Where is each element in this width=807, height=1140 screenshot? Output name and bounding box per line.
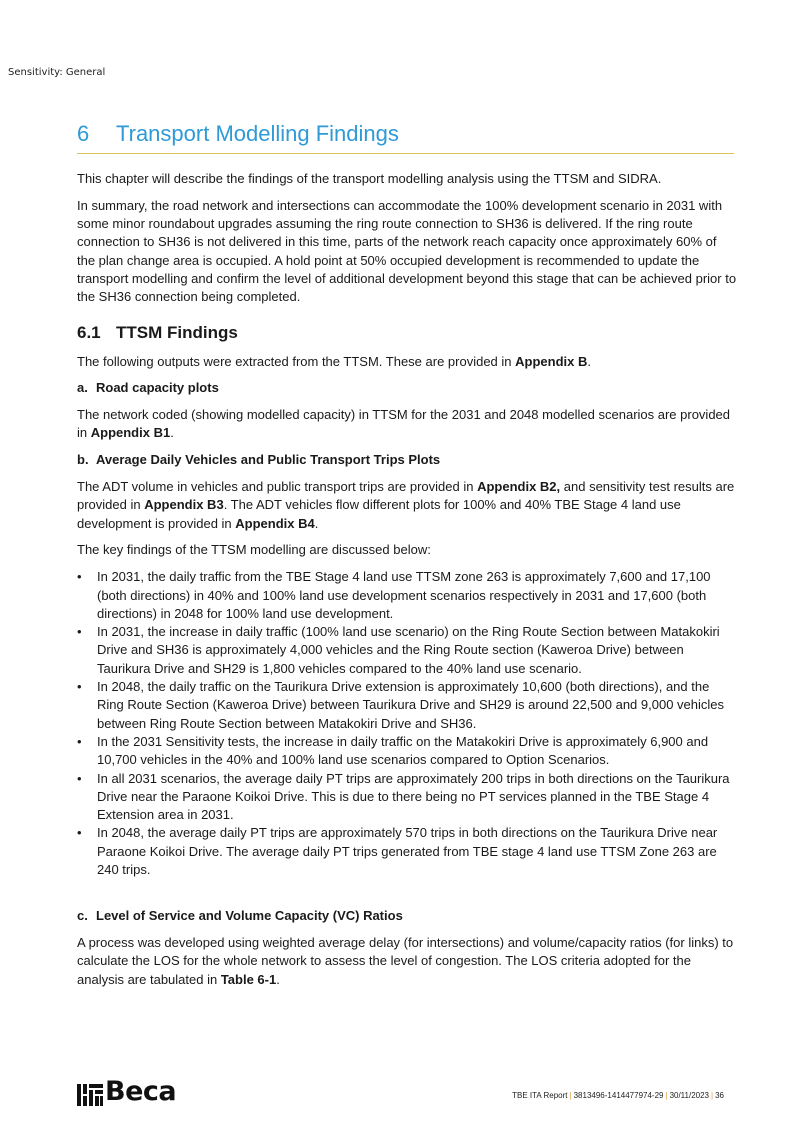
- chapter-heading: [77, 121, 734, 154]
- appendix-ref: Appendix B4: [235, 515, 315, 531]
- subheading-c: [77, 907, 737, 925]
- text-run: The following outputs were extracted from the TTSM. These are provided in: [77, 353, 516, 369]
- subheading-a: [77, 379, 737, 397]
- text-run: .: [276, 971, 280, 987]
- subheading-title: Level of Service and Volume Capacity (VC) Ratios: [96, 908, 403, 924]
- list-item: • In 2048, the average daily PT trips are approximately 570 trips in both directions on the Taurikura Drive near Paraone Koikoi Drive. The average daily PT trips generated from TBE stage 4 land use TTSM Zone 263 are 240 trips.: [77, 824, 737, 879]
- subheading-b: [77, 451, 737, 469]
- subsection-b-paragraph-2: The key findings of the TTSM modelling are discussed below:: [77, 542, 431, 558]
- appendix-ref: Appendix B1: [90, 425, 171, 441]
- footer-separator: |: [711, 1091, 714, 1100]
- text-run: .: [587, 353, 591, 369]
- text-run: . The ADT vehicles flow different plots for 100% and 40% TBE Stage 4 land use development is provided in: [77, 497, 681, 531]
- logo-wordmark: Beca: [105, 1076, 177, 1107]
- footer-report: TBE ITA Report: [512, 1091, 568, 1100]
- findings-list: [77, 568, 737, 879]
- subheading-title: Road capacity plots: [96, 380, 219, 396]
- list-item: • In the 2031 Sensitivity tests, the increase in daily traffic on the Matakokiri Drive is approximately 6,900 and 10,700 vehicles in the 40% and 100% land use scenarios compared to Option Scenarios.: [77, 733, 737, 770]
- text-run: A process was developed using weighted average delay (for intersections) and volume/capacity ratios (for links) to calculate the LOS for the whole network to assess the level of congestion. The LOS criteria adopted for the analysis are tabulated in: [77, 935, 734, 987]
- table-ref: Table 6-1: [220, 971, 277, 987]
- text-run: .: [170, 425, 174, 441]
- intro-paragraph-1: This chapter will describe the findings of the transport modelling analysis using the TTSM and SIDRA.: [77, 171, 662, 186]
- list-item: • In 2048, the daily traffic on the Taurikura Drive extension is approximately 10,600 (both directions), and the Ring Route Section (Kaweroa Drive) between Taurikura Drive and SH29 is around 22,500 and 9,000 vehicles between Ring Route Section between Matakokiri Drive and SH36.: [77, 678, 737, 733]
- footer-ref: 3813496-1414477974-29: [573, 1091, 664, 1100]
- beca-logo: [77, 1076, 181, 1107]
- spacer: [77, 887, 737, 907]
- footer-page-number: 36: [715, 1091, 724, 1100]
- appendix-ref: Appendix B2,: [477, 479, 561, 495]
- sensitivity-label: Sensitivity: General: [8, 67, 106, 78]
- chapter-number: 6: [77, 121, 90, 146]
- footer-date: 30/11/2023: [669, 1091, 710, 1100]
- text-run: The network coded (showing modelled capacity) in TTSM for the 2031 and 2048 modelled scenarios are provided in: [77, 407, 731, 441]
- section-heading: [77, 322, 737, 344]
- document-body: [77, 170, 737, 997]
- appendix-ref: Appendix B3: [144, 497, 224, 513]
- subsection-a-paragraph: [77, 406, 737, 443]
- section-title: TTSM Findings: [116, 322, 238, 342]
- intro-paragraph-2: In summary, the road network and intersections can accommodate the 100% development scenario in 2031 with some minor roundabout upgrades assuming the ring route connection to SH36 is delivered. If the ring route connection to SH36 is not delivered in this time, parts of the network reach capacity once approximately 60% of the plan change area is occupied. A hold point at 50% occupied development is recommended to update the transport modelling and confirm the level of additional development beyond this stage that can be achieved prior to the SH36 connection being completed.: [77, 197, 737, 305]
- subheading-title: Average Daily Vehicles and Public Transport Trips Plots: [96, 452, 441, 468]
- subsection-c-paragraph: [77, 934, 737, 989]
- beca-logo-mark-icon: [77, 1084, 103, 1106]
- footer-separator: |: [569, 1091, 572, 1100]
- appendix-ref: Appendix B: [515, 353, 588, 369]
- subsection-b-paragraph-1: [77, 478, 737, 533]
- section-paragraph-1: [77, 353, 737, 371]
- chapter-title: Transport Modelling Findings: [116, 121, 399, 146]
- text-run: and sensitivity test results are provided in: [77, 479, 735, 513]
- list-item: • In 2031, the increase in daily traffic (100% land use scenario) on the Ring Route Section between Matakokiri Drive and SH36 is approximately 4,000 vehicles and the Ring Route section (Kaweroa Drive) between Taurikura Drive and SH29 is 1,800 vehicles compared to the 40% land use scenario.: [77, 623, 737, 678]
- page-footer: [512, 1091, 724, 1100]
- subheading-letter: a.: [77, 380, 88, 396]
- section-number: 6.1: [77, 322, 101, 342]
- text-run: The ADT volume in vehicles and public transport trips are provided in: [77, 479, 478, 495]
- text-run: .: [314, 515, 319, 531]
- list-item: • In all 2031 scenarios, the average daily PT trips are approximately 200 trips in both directions on the Taurikura Drive near the Paraone Koikoi Drive. This is due to there being no PT services planned in the TBE Stage 4 Extension area in 2031.: [77, 770, 737, 825]
- list-item: • In 2031, the daily traffic from the TBE Stage 4 land use TTSM zone 263 is approximately 7,600 and 17,100 (both directions) in 40% and 100% land use development scenarios respectively in 2031 and 17,600 (both directions) in 2048 for 100% land use development.: [77, 568, 737, 623]
- subheading-letter: b.: [77, 452, 89, 468]
- footer-separator: |: [665, 1091, 668, 1100]
- subheading-letter: c.: [77, 908, 88, 924]
